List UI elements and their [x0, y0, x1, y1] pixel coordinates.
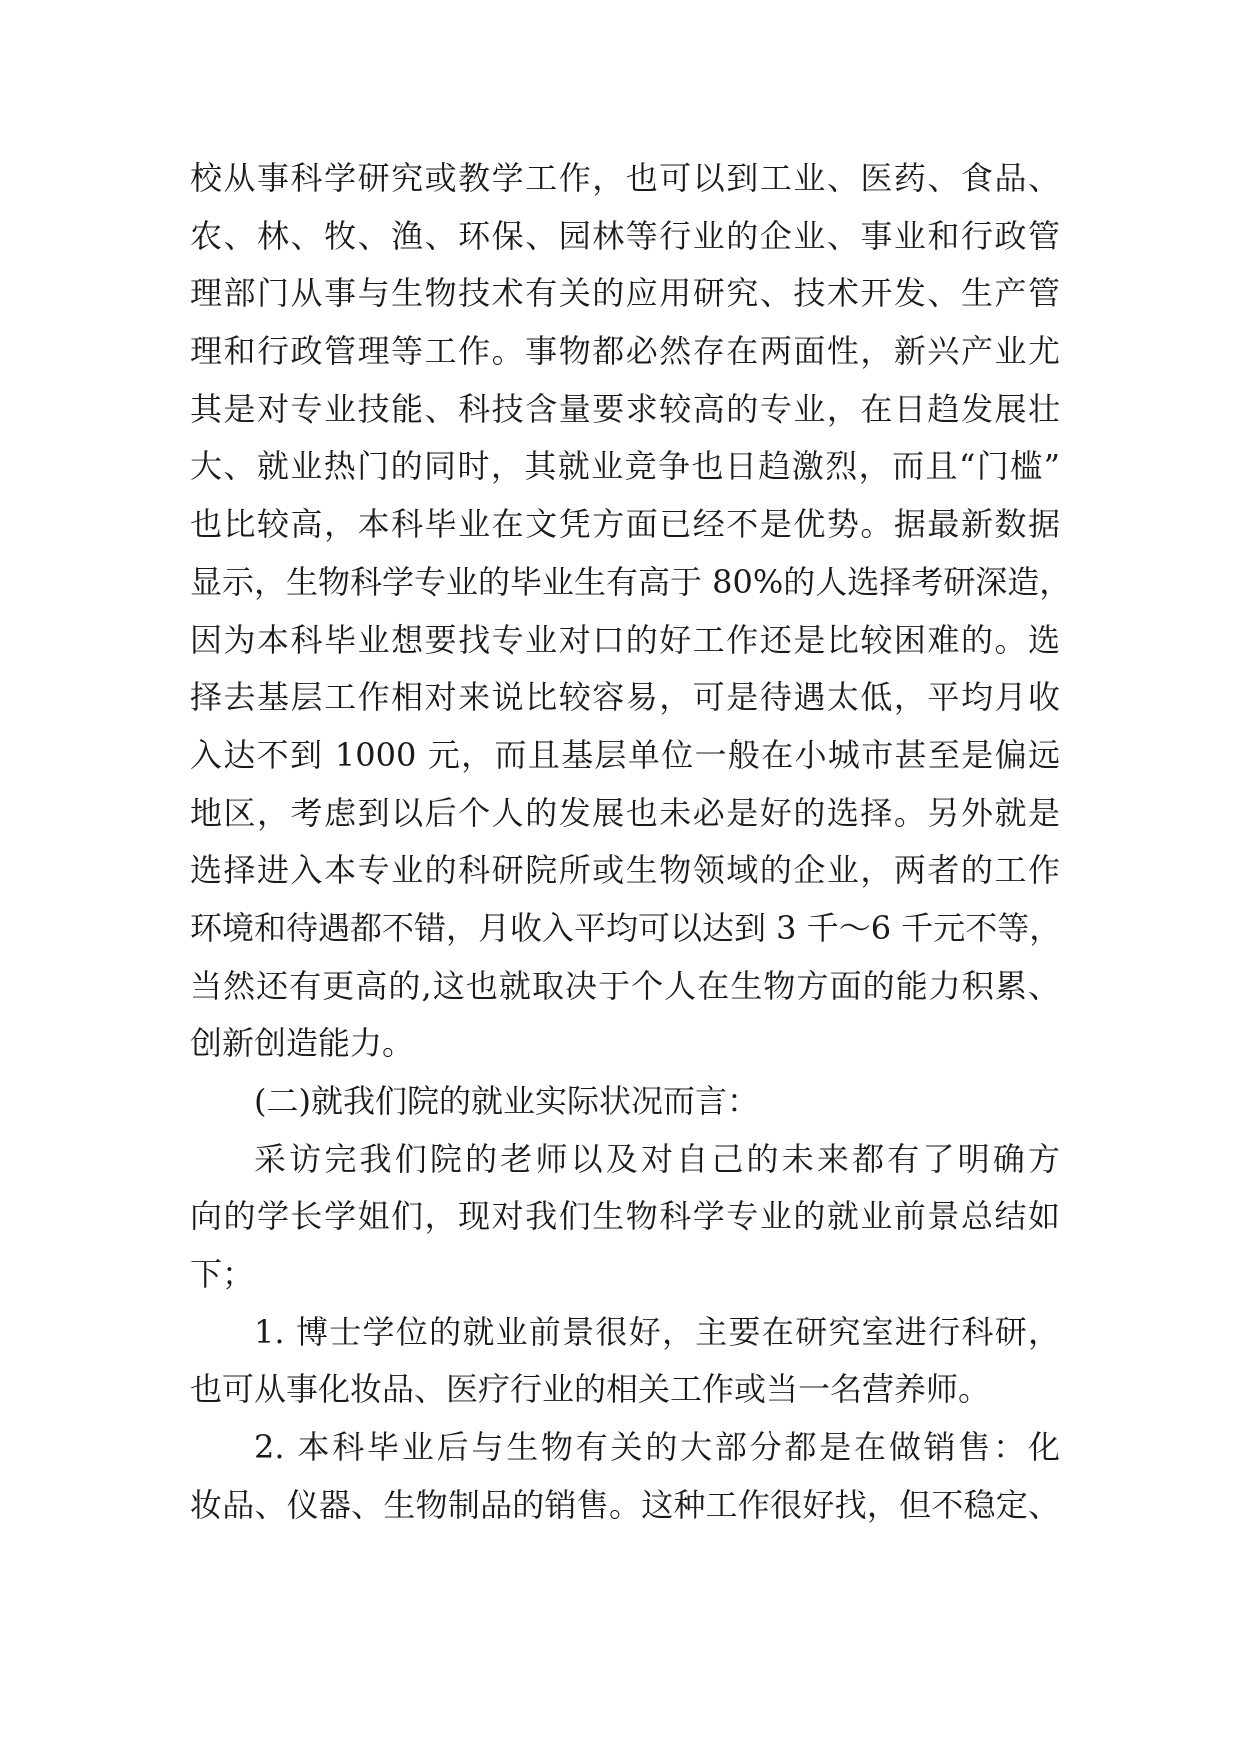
text-line: 当然还有更高的,这也就取决于个人在生物方面的能力积累、 [190, 966, 1060, 1005]
text-line: 也比较高，本科毕业在文凭方面已经不是优势。据最新数据 [190, 505, 1060, 544]
paragraph-end-line: 下； [190, 1255, 255, 1294]
document-page [190, 150, 1072, 1535]
text-line: 环境和待遇都不错，月收入平均可以达到 3 千～6 千元不等， [190, 908, 1062, 947]
text-line: 理部门从事与生物技术有关的应用研究、技术开发、生产管 [190, 274, 1060, 313]
text-line: 大、就业热门的同时，其就业竞争也日趋激烈，而且“门槛” [190, 447, 1060, 486]
text-line: 校从事科学研究或教学工作，也可以到工业、医药、食品、 [190, 159, 1060, 197]
text-line: 选择进入本专业的科研院所或生物领域的企业，两者的工作 [190, 851, 1060, 890]
text-line: 显示，生物科学专业的毕业生有高于 80%的人选择考研深造， [190, 562, 1072, 601]
text-line: 理和行政管理等工作。事物都必然存在两面性，新兴产业尤 [190, 332, 1060, 371]
text-line: 妆品、仪器、生物制品的销售。这种工作很好找，但不稳定、 [190, 1485, 1060, 1524]
list-item-1-end-line: 也可从事化妆品、医疗行业的相关工作或当一名营养师。 [190, 1370, 991, 1409]
text-line: 向的学长学姐们，现对我们生物科学专业的就业前景总结如 [190, 1197, 1060, 1236]
list-item-2-line: 2. 本科毕业后与生物有关的大部分都是在做销售：化 [254, 1428, 1060, 1467]
paragraph-first-line: 采访完我们院的老师以及对自己的未来都有了明确方 [254, 1139, 1060, 1178]
text-line: 择去基层工作相对来说比较容易，可是待遇太低，平均月收 [190, 678, 1060, 717]
section-heading: (二)就我们院的就业实际状况而言： [254, 1082, 759, 1120]
list-item-1-line: 1. 博士学位的就业前景很好，主要在研究室进行科研， [254, 1312, 1060, 1351]
paragraph-end-line: 创新创造能力。 [190, 1024, 415, 1063]
text-line: 入达不到 1000 元，而且基层单位一般在小城市甚至是偏远 [190, 735, 1060, 774]
text-line: 因为本科毕业想要找专业对口的好工作还是比较困难的。选 [190, 620, 1060, 659]
text-line: 农、林、牧、渔、环保、园林等行业的企业、事业和行政管 [190, 216, 1060, 255]
text-line: 其是对专业技能、科技含量要求较高的专业，在日趋发展壮 [190, 389, 1060, 428]
text-line: 地区，考虑到以后个人的发展也未必是好的选择。另外就是 [190, 793, 1060, 832]
